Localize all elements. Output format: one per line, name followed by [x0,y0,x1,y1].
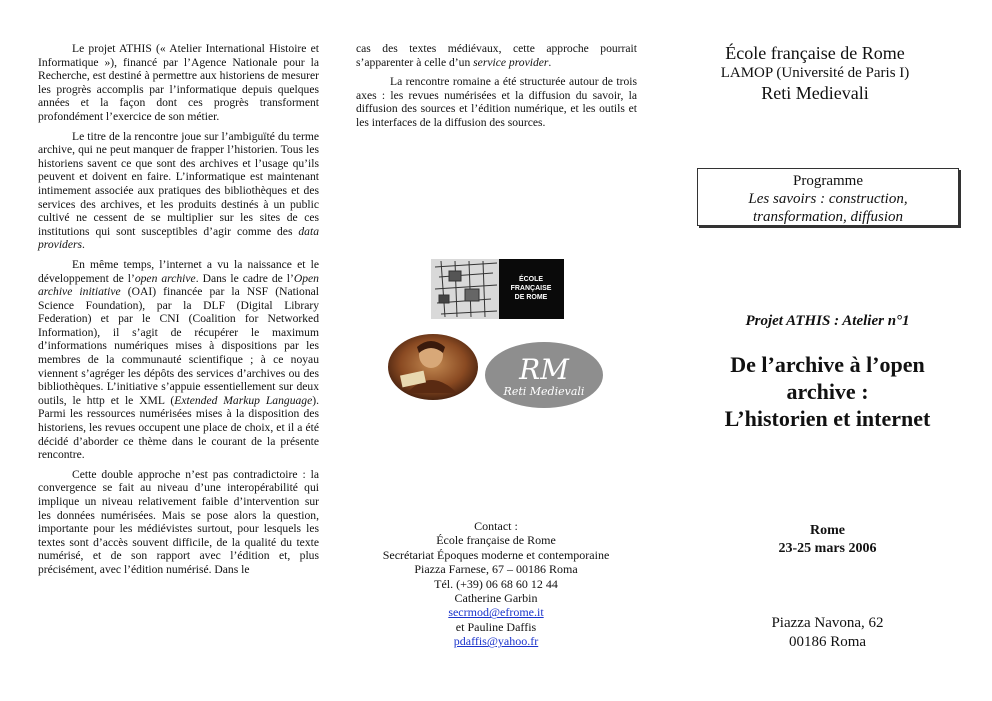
paragraph [356,42,637,69]
contact-line: Secrétariat Époques moderne et contemporaine [382,547,610,562]
logo-rm-name: Reti Medievali [503,385,585,398]
contact-person: Catherine Garbin [454,591,538,606]
event-city: Rome [810,523,845,538]
contact-line: Piazza Farnese, 67 – 00186 Roma [414,562,578,577]
text-column-left [38,42,319,583]
text-run: En même temps, l’internet a vu la naissance et le développement de l’ [38,257,319,285]
paragraph [38,468,319,577]
italic-term: Open archive initiative [38,271,319,299]
event-title-line: L’historien et internet [724,406,931,431]
event-title [690,351,965,432]
event-title-line: archive : [786,379,869,404]
paragraph [38,42,319,124]
event-dates: 23-25 mars 2006 [778,541,877,556]
text-run: Cette double approche n’est pas contradictoire : la convergence se fait au niveau d’une interopérabilité qui implique un niveau relativement faible d’intervention sur les données numérisées. Mais se pose alors la question, importante pour les médiévistes surtout, pour lesquels les textes sont d’accès souvent difficile, de la qualité du texte numérisé, et de son rapport avec l’édition et, plus précisément, avec l’édition numérisé. Dans le [38,467,319,576]
paragraph [356,75,637,129]
programme-subtitle: transformation, diffusion [752,209,904,225]
contact-phone: Tél. (+39) 06 68 60 12 44 [434,576,558,591]
contact-line: École française de Rome [436,533,556,548]
text-column-middle [356,42,637,136]
italic-term: data providers [38,224,319,252]
italic-term: Extended Markup Language [174,393,313,407]
contact-label: Contact : [474,519,518,533]
logo-efr-line2: FRANÇAISE [510,285,552,292]
ecole-francaise-logo [431,259,564,319]
contact-email-link[interactable]: pdaffis@yahoo.fr [453,634,539,649]
event-place-date [690,522,965,558]
text-run: (OAI) financée par la NSF (National Science Foundation), par la DLF (Digital Library Federation) et par le CNI (Coalition for Networked Information), il s’agit de récupérer le maximum d’informations numériques mises à dispositions par les membres de la communauté scientifique ; à ce noyau viennent s’agréger les dépôts des services d’archives ou des bibliothèques. L’initiative s’appuie essentiellement sur deux outils, le http et le XML ( [38,285,319,407]
text-run: . [548,55,552,69]
text-run: cas des textes médiévaux, cette approche pourrait s’apparenter à celle d’un [356,42,637,69]
text-run: Le projet ATHIS (« Atelier International Histoire et Informatique »), financé par l’Agence Nationale pour la Recherche, est destiné à permettre aux historiens de mesurer les progrès accomplis par l’informatique depuis quelques années et la façon dont ces progrès transforment profondément l’exercice de son métier. [38,42,319,123]
organizer-name: Reti Medievali [761,83,869,103]
text-run: Le titre de la rencontre joue sur l’ambiguïté du terme archive, qui ne peut manquer de frapper l’historien. Tous les historiens savent ce que sont des archives et l’usage qu’ils peuvent et doivent en faire. L’informatique est maintenant intimement associée aux pratiques des bibliothèques et des services des archives, et les produits destinés à un public cultivé ne cessent de se multiplier sur les sites de ces institutions qui sont susceptibles d’agir comme des [38,129,319,238]
logo-efr-line1: ÉCOLE [518,276,544,283]
text-run: La rencontre romaine a été structurée autour de trois axes : les revues numérisées et la diffusion du savoir, la diffusion des sources et l’édition numérique, et les outils et les interfaces de la diffusion des sources. [356,75,637,129]
contact-person: et Pauline Daffis [455,619,537,634]
event-address [690,614,965,652]
italic-term: service provider [473,55,549,69]
scholar-portrait-image [387,333,479,401]
text-run: . [82,238,85,252]
text-run: ). Parmi les ressources numérisées mises à la disposition des historiens, les revues occupent une place de choix, et il a été décidé d’aborder ce thème dans le courant de la présente rencontre. [38,393,319,462]
programme-box [697,168,959,226]
cover-header [690,42,940,104]
paragraph [38,130,319,252]
event-title-line: De l’archive à l’open [730,352,925,377]
address-line: Piazza Navona, 62 [771,615,884,631]
contact-block [366,519,626,649]
reti-medievali-logo [484,341,604,409]
programme-label: Programme [793,173,863,189]
logo-rm-monogram: RM [519,353,569,386]
paragraph [38,258,319,462]
italic-term: open archive [134,271,196,285]
programme-subtitle: Les savoirs : construction, [748,191,908,207]
atelier-title: Projet ATHIS : Atelier n°1 [745,313,910,329]
logo-efr-line3: DE ROME [514,294,548,301]
text-run: . Dans le cadre de l’ [195,271,294,285]
organizer-name: École française de Rome [725,43,905,63]
contact-email-link[interactable]: secrmod@efrome.it [448,605,544,620]
address-line: 00186 Roma [788,634,867,650]
organizer-name: LAMOP (Université de Paris I) [720,65,910,81]
